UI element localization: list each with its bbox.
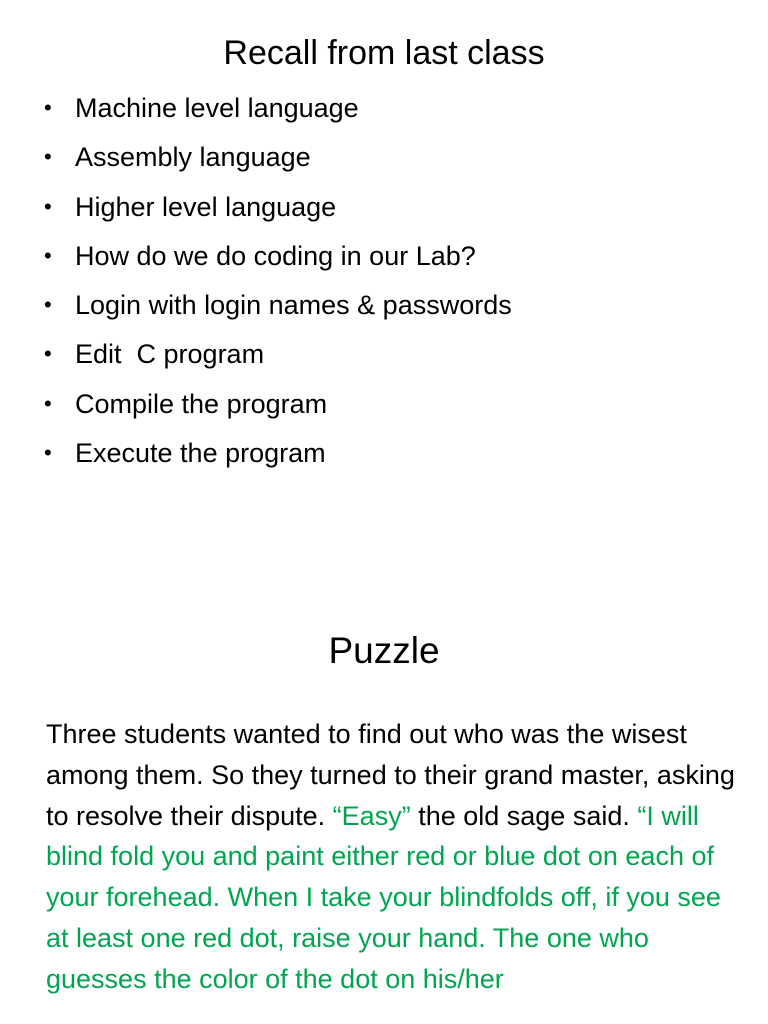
list-item-text: Edit C program [75,339,265,370]
sage-quote-easy: “Easy” [332,800,411,831]
list-item [44,285,512,334]
bullet-icon: • [44,95,52,120]
bullet-icon: • [44,242,52,268]
sage-quote-instructions: “I will blind fold you and paint either red or blue dot on each of your forehead. When I take your blindfolds off, if you see at least one red dot, raise your hand. The one who guesses the color of the dot on his/her [46,800,721,994]
slide-puzzle [0,600,768,1024]
list-item [44,236,512,285]
list-item-text: Machine level language [75,93,359,123]
bullet-icon: • [44,440,52,466]
list-item-text: Execute the program [75,438,326,469]
list-item-text: Higher level language [75,191,337,222]
puzzle-paragraph [46,714,736,1000]
list-item [44,334,512,383]
slide-title: Recall from last class [223,34,545,72]
list-item [44,384,512,433]
puzzle-narration: the old sage said. [418,800,630,831]
slide-title: Puzzle [328,630,440,671]
bullet-list [44,88,512,482]
bullet-icon: • [44,341,52,367]
list-item [44,88,512,137]
list-item [44,137,512,186]
list-item [44,187,512,236]
list-item-text: Assembly language [75,142,311,173]
bullet-icon: • [44,390,52,416]
list-item-text: How do we do coding in our Lab? [75,240,476,271]
bullet-icon: • [44,193,52,219]
puzzle-intro: Three students wanted to find out who was the wisest among them. So they turned to their grand master, asking to resolve their dispute. [46,719,735,831]
bullet-icon: • [44,144,52,170]
list-item-text: Compile the program [75,388,328,419]
bullet-icon: • [44,292,52,318]
list-item [44,433,512,482]
list-item-text: Login with login names & passwords [75,290,512,321]
